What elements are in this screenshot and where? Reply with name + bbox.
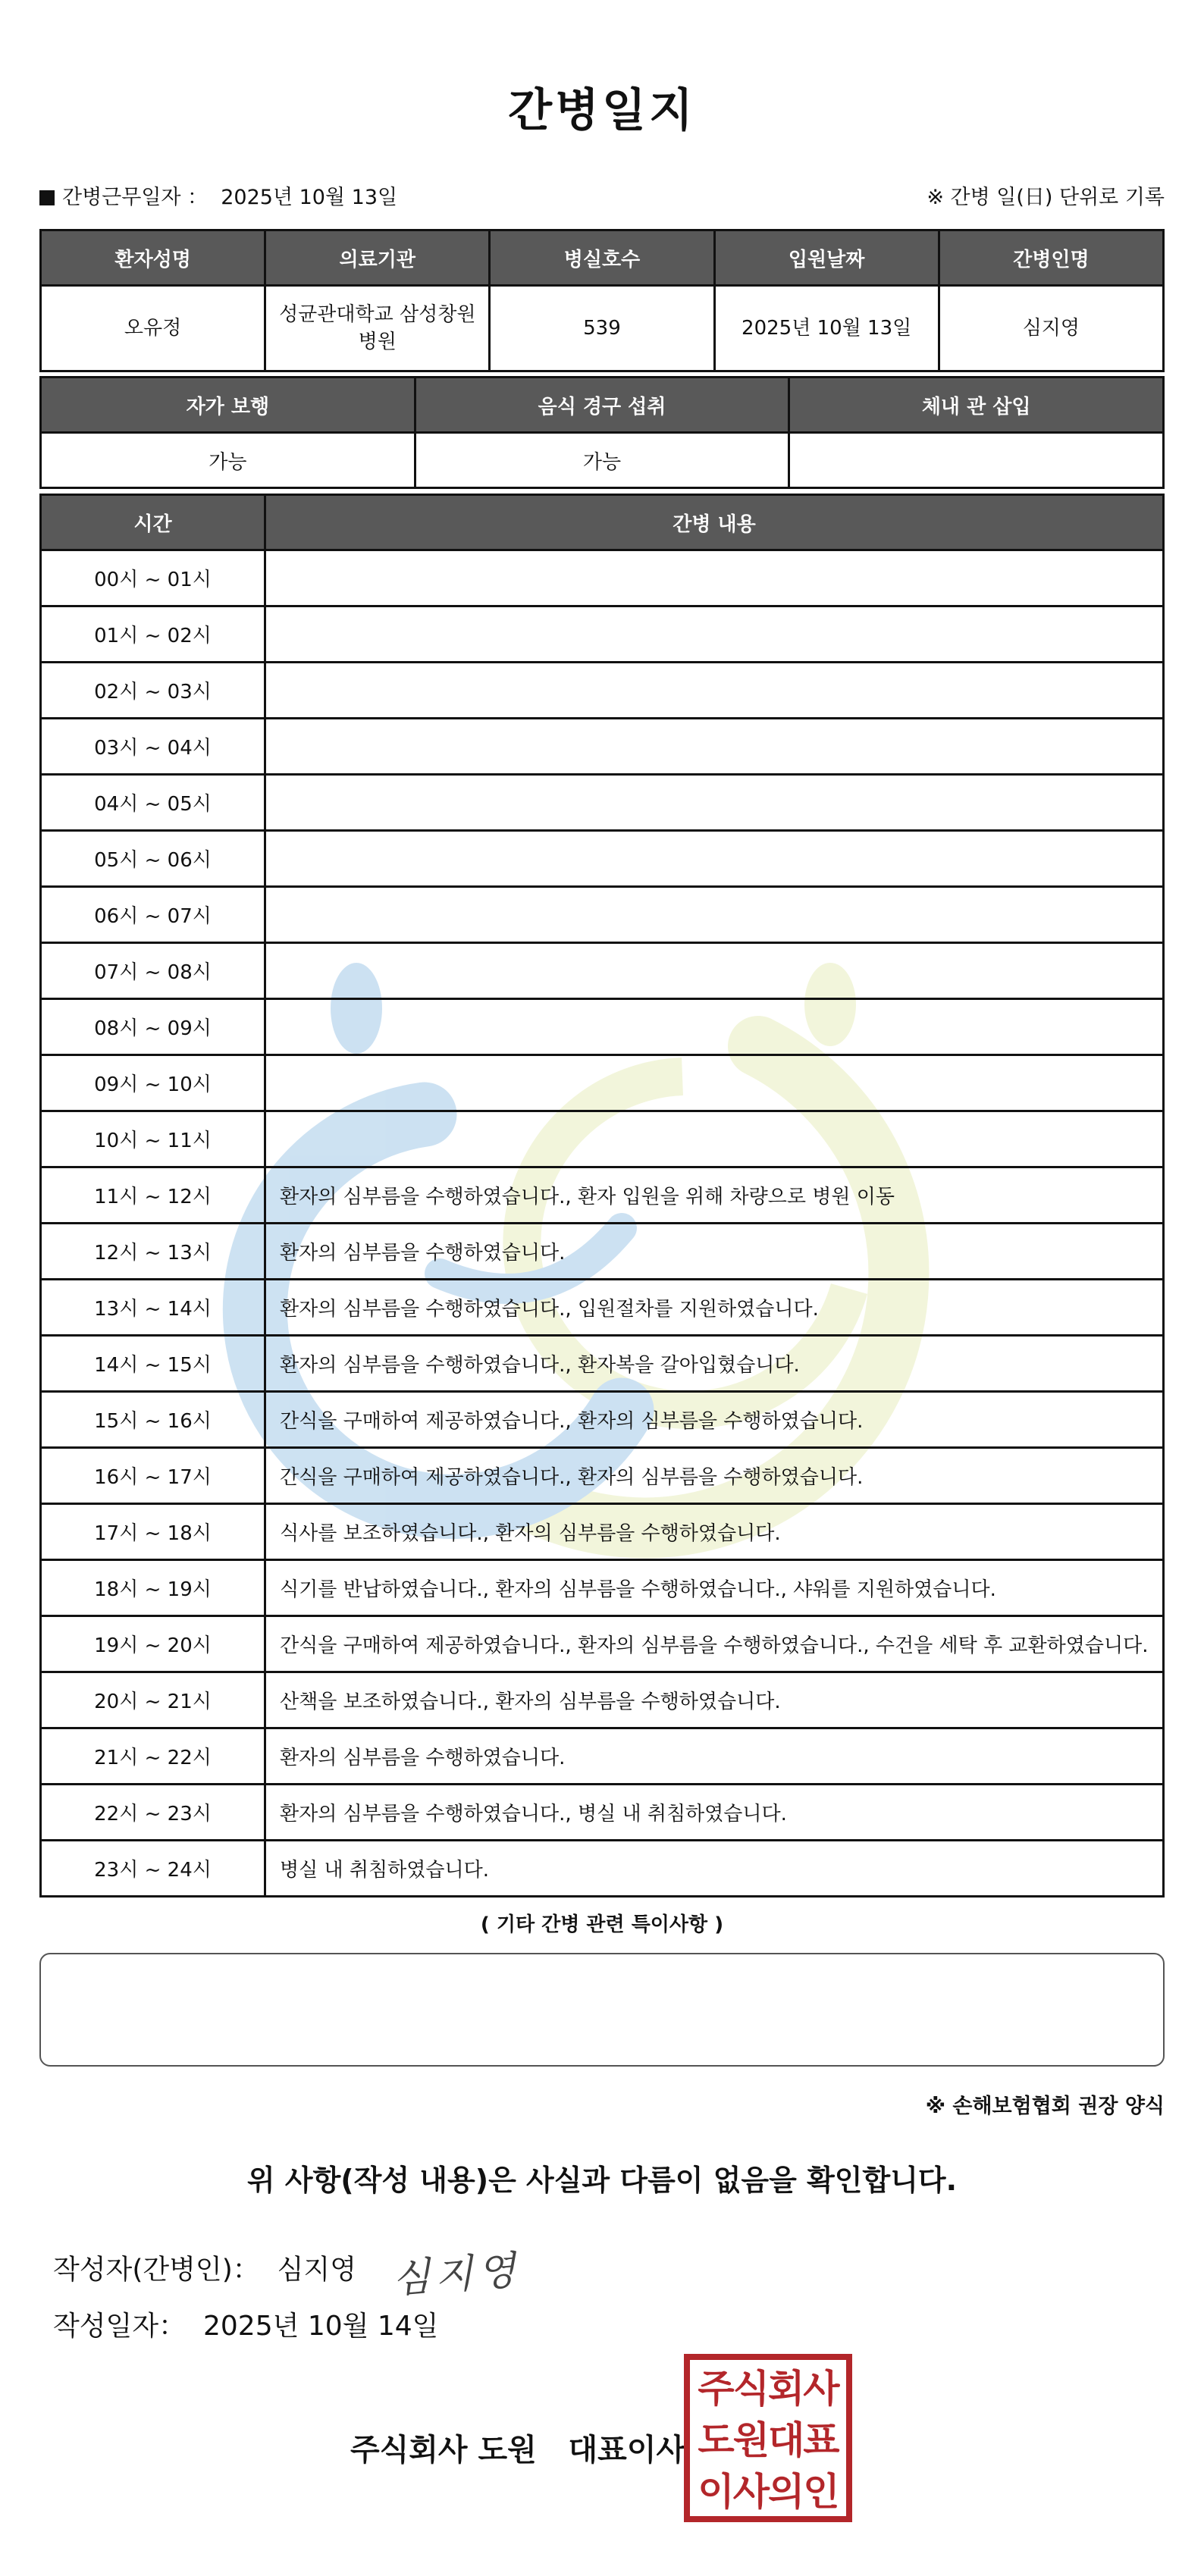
handwritten-signature: 심지영 (390, 2248, 522, 2302)
table-row (41, 1224, 1164, 1280)
care-content: 산책을 보조하였습니다., 환자의 심부름을 수행하였습니다. (265, 1672, 1164, 1728)
care-content: 간식을 구매하여 제공하였습니다., 환자의 심부름을 수행하였습니다. (265, 1448, 1164, 1504)
patient-name: 오유정 (41, 286, 265, 371)
table-row (41, 1336, 1164, 1392)
header-self-walking: 자가 보행 (41, 378, 415, 433)
time-slot: 01시 ~ 02시 (41, 606, 265, 663)
table-row (41, 1616, 1164, 1672)
table-row (41, 1167, 1164, 1224)
table-row (41, 1728, 1164, 1785)
daily-note: ※ 간병 일(日) 단위로 기록 (927, 186, 1165, 209)
time-slot: 22시 ~ 23시 (41, 1785, 265, 1841)
care-content: 환자의 심부름을 수행하였습니다., 환자 입원을 위해 차량으로 병원 이동 (265, 1167, 1164, 1224)
time-slot: 18시 ~ 19시 (41, 1560, 265, 1616)
time-slot: 23시 ~ 24시 (41, 1841, 265, 1897)
table-row (41, 1280, 1164, 1336)
table-row (41, 1785, 1164, 1841)
care-content (265, 1111, 1164, 1167)
care-content (265, 719, 1164, 775)
notes-box (39, 1953, 1165, 2067)
time-slot: 15시 ~ 16시 (41, 1392, 265, 1448)
care-log-header-row (41, 495, 1164, 550)
care-content: 간식을 구매하여 제공하였습니다., 환자의 심부름을 수행하였습니다., 수건을 세탁 후 교환하였습니다. (265, 1616, 1164, 1672)
table-row (41, 999, 1164, 1055)
time-slot: 14시 ~ 15시 (41, 1336, 265, 1392)
header-hospital: 의료기관 (265, 230, 490, 286)
patient-status-table (39, 376, 1165, 489)
care-content (265, 943, 1164, 999)
time-slot: 13시 ~ 14시 (41, 1280, 265, 1336)
notes-title: ( 기타 간병 관련 특이사항 ) (480, 1913, 724, 1936)
table-row (41, 550, 1164, 606)
table-row (41, 831, 1164, 887)
care-content (265, 606, 1164, 663)
tube-insertion-value (789, 433, 1164, 488)
time-slot: 21시 ~ 22시 (41, 1728, 265, 1785)
table-row (41, 606, 1164, 663)
time-slot: 07시 ~ 08시 (41, 943, 265, 999)
care-content (265, 887, 1164, 943)
time-slot: 17시 ~ 18시 (41, 1504, 265, 1560)
patient-info-table (39, 229, 1165, 372)
time-slot: 09시 ~ 10시 (41, 1055, 265, 1111)
table-row (41, 1560, 1164, 1616)
care-log-body (41, 550, 1164, 1897)
header-time: 시간 (41, 495, 265, 550)
care-content: 환자의 심부름을 수행하였습니다., 병실 내 취침하였습니다. (265, 1785, 1164, 1841)
seal-line: 이사의인 (698, 2470, 839, 2514)
self-walking-value: 가능 (41, 433, 415, 488)
author-label: 작성자(간병인)： (53, 2254, 260, 2286)
time-slot: 08시 ~ 09시 (41, 999, 265, 1055)
header-oral-intake: 음식 경구 섭취 (415, 378, 789, 433)
care-content: 식사를 보조하였습니다., 환자의 심부름을 수행하였습니다. (265, 1504, 1164, 1560)
table-row (41, 1448, 1164, 1504)
care-content (265, 775, 1164, 831)
care-log-table (39, 494, 1165, 1898)
author-row (53, 2242, 522, 2302)
table-row (41, 887, 1164, 943)
table-row (41, 1392, 1164, 1448)
date-row (53, 2305, 438, 2343)
header-caregiver: 간병인명 (939, 230, 1163, 286)
oral-intake-value: 가능 (415, 433, 789, 488)
work-date (39, 180, 397, 210)
square-bullet-icon (39, 190, 55, 205)
time-slot: 03시 ~ 04시 (41, 719, 265, 775)
care-content: 병실 내 취침하였습니다. (265, 1841, 1164, 1897)
admission-date: 2025년 10월 13일 (714, 286, 939, 371)
header-care-content: 간병 내용 (265, 495, 1164, 550)
seal-line: 주식회사 (698, 2367, 839, 2411)
meta-row (39, 180, 1165, 218)
time-slot: 06시 ~ 07시 (41, 887, 265, 943)
table-row (41, 1841, 1164, 1897)
care-content: 환자의 심부름을 수행하였습니다. (265, 1224, 1164, 1280)
care-content: 간식을 구매하여 제공하였습니다., 환자의 심부름을 수행하였습니다. (265, 1392, 1164, 1448)
company-seal-stamp (684, 2354, 852, 2522)
time-slot: 10시 ~ 11시 (41, 1111, 265, 1167)
care-content: 환자의 심부름을 수행하였습니다., 환자복을 갈아입혔습니다. (265, 1336, 1164, 1392)
date-value: 2025년 10월 14일 (203, 2311, 439, 2342)
table-row (41, 719, 1164, 775)
room-number: 539 (490, 286, 714, 371)
recommendation-note: ※ 손해보험협회 권장 양식 (925, 2095, 1165, 2118)
info-value-row (41, 286, 1164, 371)
table-row (41, 1111, 1164, 1167)
table-row (41, 943, 1164, 999)
time-slot: 02시 ~ 03시 (41, 663, 265, 719)
care-content: 환자의 심부름을 수행하였습니다., 입원절차를 지원하였습니다. (265, 1280, 1164, 1336)
care-content (265, 1055, 1164, 1111)
company-signature: 주식회사 도원 대표이사 (350, 2433, 686, 2468)
table-row (41, 1504, 1164, 1560)
time-slot: 05시 ~ 06시 (41, 831, 265, 887)
table-row (41, 775, 1164, 831)
status-header-row (41, 378, 1164, 433)
header-admission-date: 입원날짜 (714, 230, 939, 286)
hospital-name: 성균관대학교 삼성창원 병원 (265, 286, 490, 371)
date-label: 작성일자： (53, 2311, 187, 2342)
care-content (265, 663, 1164, 719)
care-content: 식기를 반납하였습니다., 환자의 심부름을 수행하였습니다., 샤워를 지원하였습니다. (265, 1560, 1164, 1616)
time-slot: 12시 ~ 13시 (41, 1224, 265, 1280)
time-slot: 16시 ~ 17시 (41, 1448, 265, 1504)
header-patient-name: 환자성명 (41, 230, 265, 286)
work-date-label: 간병근무일자 ： (62, 186, 209, 209)
time-slot: 04시 ~ 05시 (41, 775, 265, 831)
document-title: 간병일지 (508, 84, 696, 137)
author-name: 심지영 (277, 2254, 356, 2286)
status-value-row (41, 433, 1164, 488)
caregiver-name: 심지영 (939, 286, 1163, 371)
info-header-row (41, 230, 1164, 286)
table-row (41, 1055, 1164, 1111)
work-date-value: 2025년 10월 13일 (221, 186, 398, 209)
time-slot: 20시 ~ 21시 (41, 1672, 265, 1728)
confirmation-statement: 위 사항(작성 내용)은 사실과 다름이 없음을 확인합니다. (246, 2164, 958, 2197)
seal-line: 도원대표 (698, 2418, 839, 2462)
care-content (265, 550, 1164, 606)
time-slot: 00시 ~ 01시 (41, 550, 265, 606)
table-row (41, 1672, 1164, 1728)
care-content (265, 831, 1164, 887)
care-content (265, 999, 1164, 1055)
header-tube-insertion: 체내 관 삽입 (789, 378, 1164, 433)
table-row (41, 663, 1164, 719)
care-content: 환자의 심부름을 수행하였습니다. (265, 1728, 1164, 1785)
time-slot: 19시 ~ 20시 (41, 1616, 265, 1672)
time-slot: 11시 ~ 12시 (41, 1167, 265, 1224)
header-room: 병실호수 (490, 230, 714, 286)
